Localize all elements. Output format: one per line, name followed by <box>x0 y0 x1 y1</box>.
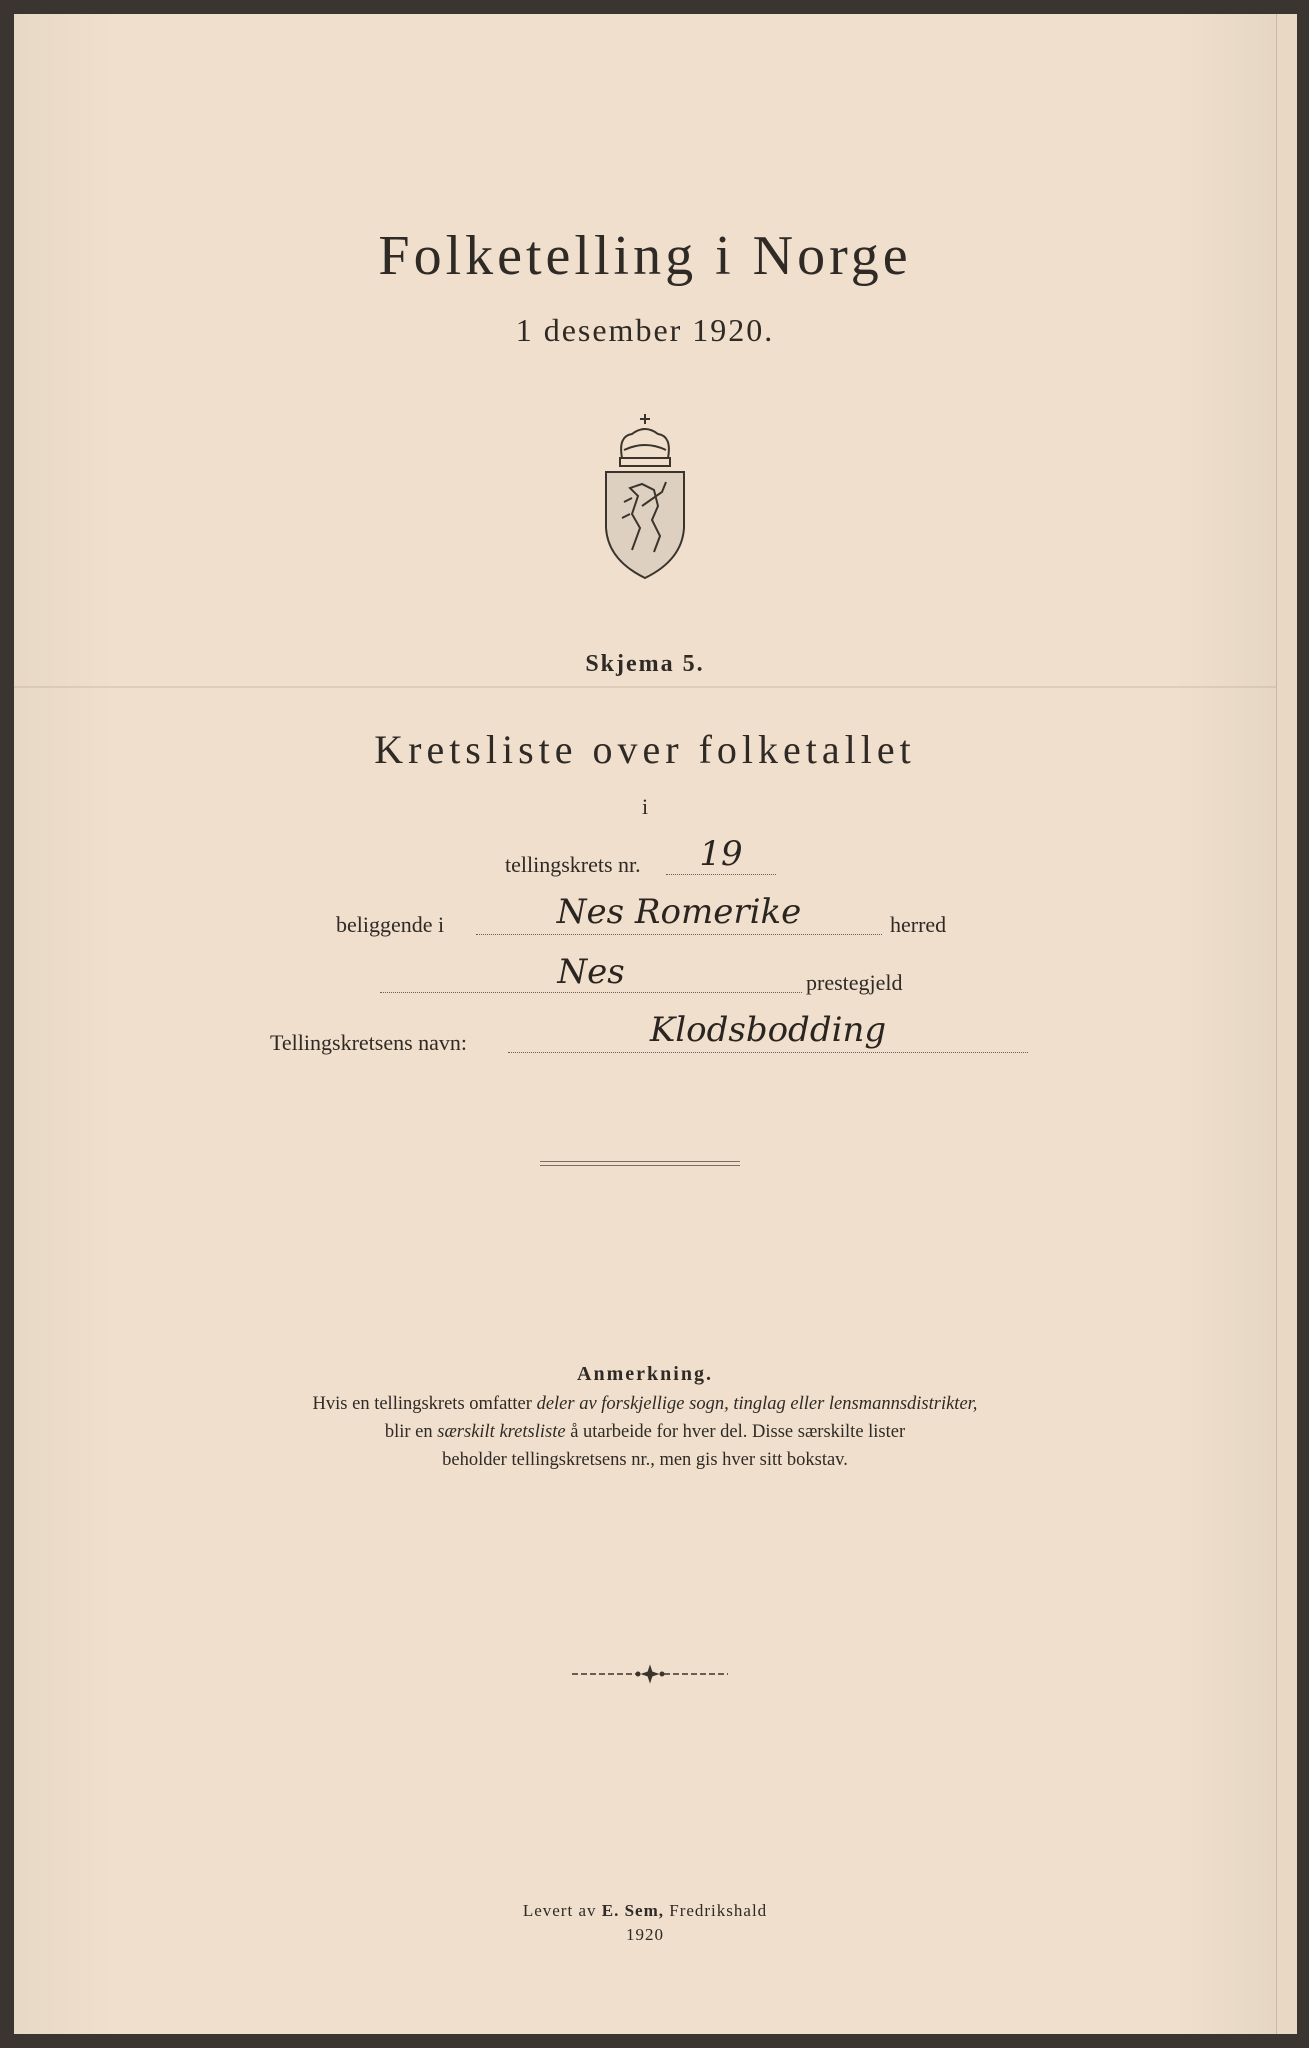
tellingskrets-label: tellingskrets nr. <box>505 852 641 877</box>
remark-heading: Anmerkning. <box>577 1363 713 1385</box>
census-form-page <box>14 14 1276 2034</box>
prestegjeld-field[interactable]: Nes <box>380 952 802 993</box>
printer-year: 1920 <box>626 1925 664 1944</box>
page-edge-strip <box>1276 14 1297 2034</box>
printer-credit: Levert av E. Sem, Fredrikshald <box>522 1901 768 1920</box>
herred-field[interactable]: Nes Romerike <box>476 892 882 935</box>
remark-line-1: Hvis en tellingskrets omfatter deler av forskjellige sogn, tinglag eller lensmannsdistrikter, <box>312 1394 978 1414</box>
tellingskrets-navn-field[interactable]: Klodsbodding <box>508 1010 1028 1053</box>
paper-fold <box>14 686 1276 688</box>
remark-line-3: beholder tellingskretsens nr., men gis hver sitt bokstav. <box>442 1450 848 1470</box>
tellingskrets-number-field[interactable]: 19 <box>666 834 776 875</box>
form-heading: Kretsliste over folketallet <box>374 727 916 772</box>
divider-rule <box>540 1161 740 1166</box>
beliggende-label: beliggende i <box>336 912 445 937</box>
schema-number: Skjema 5. <box>585 651 705 677</box>
norwegian-coat-of-arms-icon <box>602 410 688 582</box>
form-date: 1 desember 1920. <box>515 312 775 348</box>
prestegjeld-label: prestegjeld <box>806 970 903 995</box>
preposition-i: i <box>641 794 649 819</box>
form-title: Folketelling i Norge <box>378 225 912 287</box>
remark-line-2: blir en særskilt kretsliste å utarbeide for hver del. Disse særskilte lister <box>384 1422 906 1442</box>
star-ornament-icon <box>570 1664 730 1684</box>
herred-label: herred <box>890 912 947 937</box>
tellingskrets-navn-label: Tellingskretsens navn: <box>270 1030 468 1055</box>
